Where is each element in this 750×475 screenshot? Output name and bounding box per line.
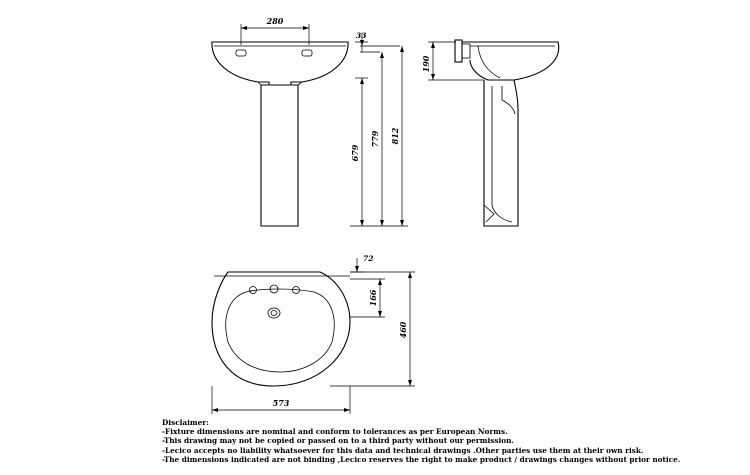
dim-812: 812 (390, 127, 400, 145)
disclaimer-title: Disclaimer: (162, 418, 209, 427)
disclaimer-line: -Lecico accepts no liability whatsoever for this data and technical drawings .Other parties use them at their own risk. (162, 445, 644, 455)
dim-280: 280 (266, 16, 284, 26)
side-elevation (428, 40, 559, 226)
dim-573: 573 (272, 398, 290, 408)
dim-33: 33 (356, 31, 367, 40)
dim-679: 679 (350, 144, 360, 162)
disclaimer-line: -The dimensions indicated are not binding ,Lecico reserves the right to make product / drawings changes without prior notice. (162, 454, 681, 464)
dim-72: 72 (363, 254, 374, 263)
dim-190: 190 (421, 55, 431, 73)
disclaimer-line: -This drawing may not be copied or passed on to a third party without our permission. (162, 436, 514, 446)
disclaimer-line: -Fixture dimensions are nominal and conform to tolerances as per European Norms. (162, 427, 508, 437)
dim-779: 779 (370, 130, 380, 148)
disclaimer (162, 418, 722, 464)
plan-view (212, 258, 415, 414)
dim-460: 460 (398, 321, 408, 339)
dim-166: 166 (368, 289, 378, 307)
front-elevation (212, 24, 348, 226)
